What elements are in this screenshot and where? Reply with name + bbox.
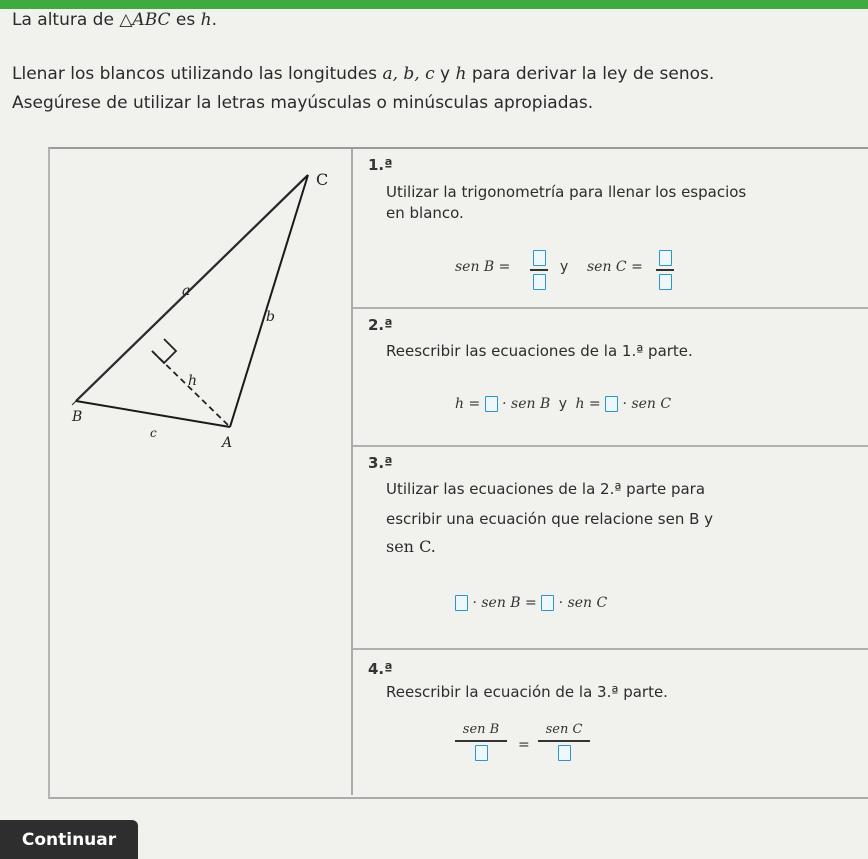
sen-c-numerator: sen C — [545, 722, 583, 737]
step-1-fraction-b — [530, 250, 548, 290]
step-1-c-denominator-input[interactable] — [659, 274, 672, 290]
step-1-text-2: en blanco. — [386, 204, 464, 222]
step-3-b-input[interactable] — [455, 595, 468, 611]
y-label: y — [558, 396, 567, 412]
sen-b-label: sen B = — [455, 259, 511, 275]
step-2-c-input[interactable] — [605, 396, 618, 412]
step-2-equation — [455, 396, 671, 412]
step-3-c-input[interactable] — [541, 595, 554, 611]
instructions-line-2: Asegúrese de utilizar la letras mayúsculas o minúsculas apropiadas. — [12, 93, 594, 113]
step-2-number: 2.ª — [368, 316, 393, 334]
title-end: . — [211, 10, 217, 30]
step-1-c-numerator-input[interactable] — [659, 250, 672, 266]
height-h-label: h — [188, 373, 198, 389]
step-3-text: Utilizar las ecuaciones de la 2.ª parte para — [386, 480, 706, 498]
instructions-line-1 — [12, 64, 714, 84]
step-2-text: Reescribir las ecuaciones de la 1.ª parte. — [386, 342, 693, 360]
step-separator — [353, 445, 868, 447]
title-h: h — [200, 10, 212, 30]
step-4-number: 4.ª — [368, 660, 393, 678]
step-4-c-denominator-input[interactable] — [558, 745, 571, 761]
fraction-bar — [538, 740, 590, 742]
step-1-y — [560, 259, 568, 275]
fraction-bar — [455, 740, 507, 742]
continue-button[interactable]: Continuar — [0, 820, 138, 859]
instr-text-b: para derivar la ley de senos. — [466, 64, 715, 84]
step-2-b-input[interactable] — [485, 396, 498, 412]
title-prefix: La altura de — [12, 10, 120, 30]
step-3-text-2: escribir una ecuación que relacione sen B y — [386, 510, 714, 528]
fraction-bar — [656, 269, 674, 271]
step-3-number: 3.ª — [368, 454, 393, 472]
sen-c-label: sen C = — [587, 259, 643, 275]
triangle-diagram — [70, 165, 340, 455]
title-triangle: △ABC — [119, 10, 171, 30]
instr-h: h — [455, 64, 467, 84]
problem-title — [12, 10, 217, 30]
step-4-fraction-left — [455, 722, 507, 761]
times-sen-c: · sen C — [622, 396, 672, 412]
instr-vars: a, b, c — [382, 64, 435, 84]
step-1-fraction-c — [656, 250, 674, 290]
step-1-text: Utilizar la trigonometría para llenar los espacios — [386, 183, 747, 201]
side-a-label: a — [182, 283, 191, 299]
step-4-b-denominator-input[interactable] — [475, 745, 488, 761]
step-separator — [353, 648, 868, 650]
step-1-number: 1.ª — [368, 156, 393, 174]
sen-b-numerator: sen B — [462, 722, 500, 737]
step-separator — [353, 307, 868, 309]
step-3-text-3: sen C. — [386, 537, 436, 556]
right-angle-mark — [152, 339, 176, 363]
h-equals-label-2: h = — [575, 396, 601, 412]
vertex-a-label: A — [222, 435, 233, 451]
times-sen-b: · sen B — [502, 396, 551, 412]
panel-divider — [351, 149, 353, 795]
instr-text-a: Llenar los blancos utilizando las longitudes — [12, 64, 383, 84]
step-1-b-numerator-input[interactable] — [533, 250, 546, 266]
step-1-b-denominator-input[interactable] — [533, 274, 546, 290]
title-mid: es — [170, 10, 201, 30]
times-sen-b-equals: · sen B = — [472, 595, 537, 611]
top-accent-bar — [0, 0, 868, 9]
vertex-c-label: C — [316, 170, 329, 189]
side-b-label: b — [266, 309, 275, 325]
fraction-bar — [530, 269, 548, 271]
step-1-eq-right — [587, 259, 643, 275]
vertex-b-label: B — [72, 409, 83, 425]
side-c-label: c — [150, 426, 157, 440]
equals-sign: = — [518, 737, 530, 753]
y-label: y — [560, 259, 569, 275]
step-4-text: Reescribir la ecuación de la 3.ª parte. — [386, 683, 668, 701]
times-sen-c: · sen C — [558, 595, 608, 611]
step-4-fraction-right — [538, 722, 590, 761]
instr-y: y — [434, 64, 456, 84]
h-equals-label: h = — [455, 396, 481, 412]
step-3-equation — [455, 595, 607, 611]
side-c-line — [76, 401, 230, 427]
step-1-eq-left — [455, 259, 510, 275]
